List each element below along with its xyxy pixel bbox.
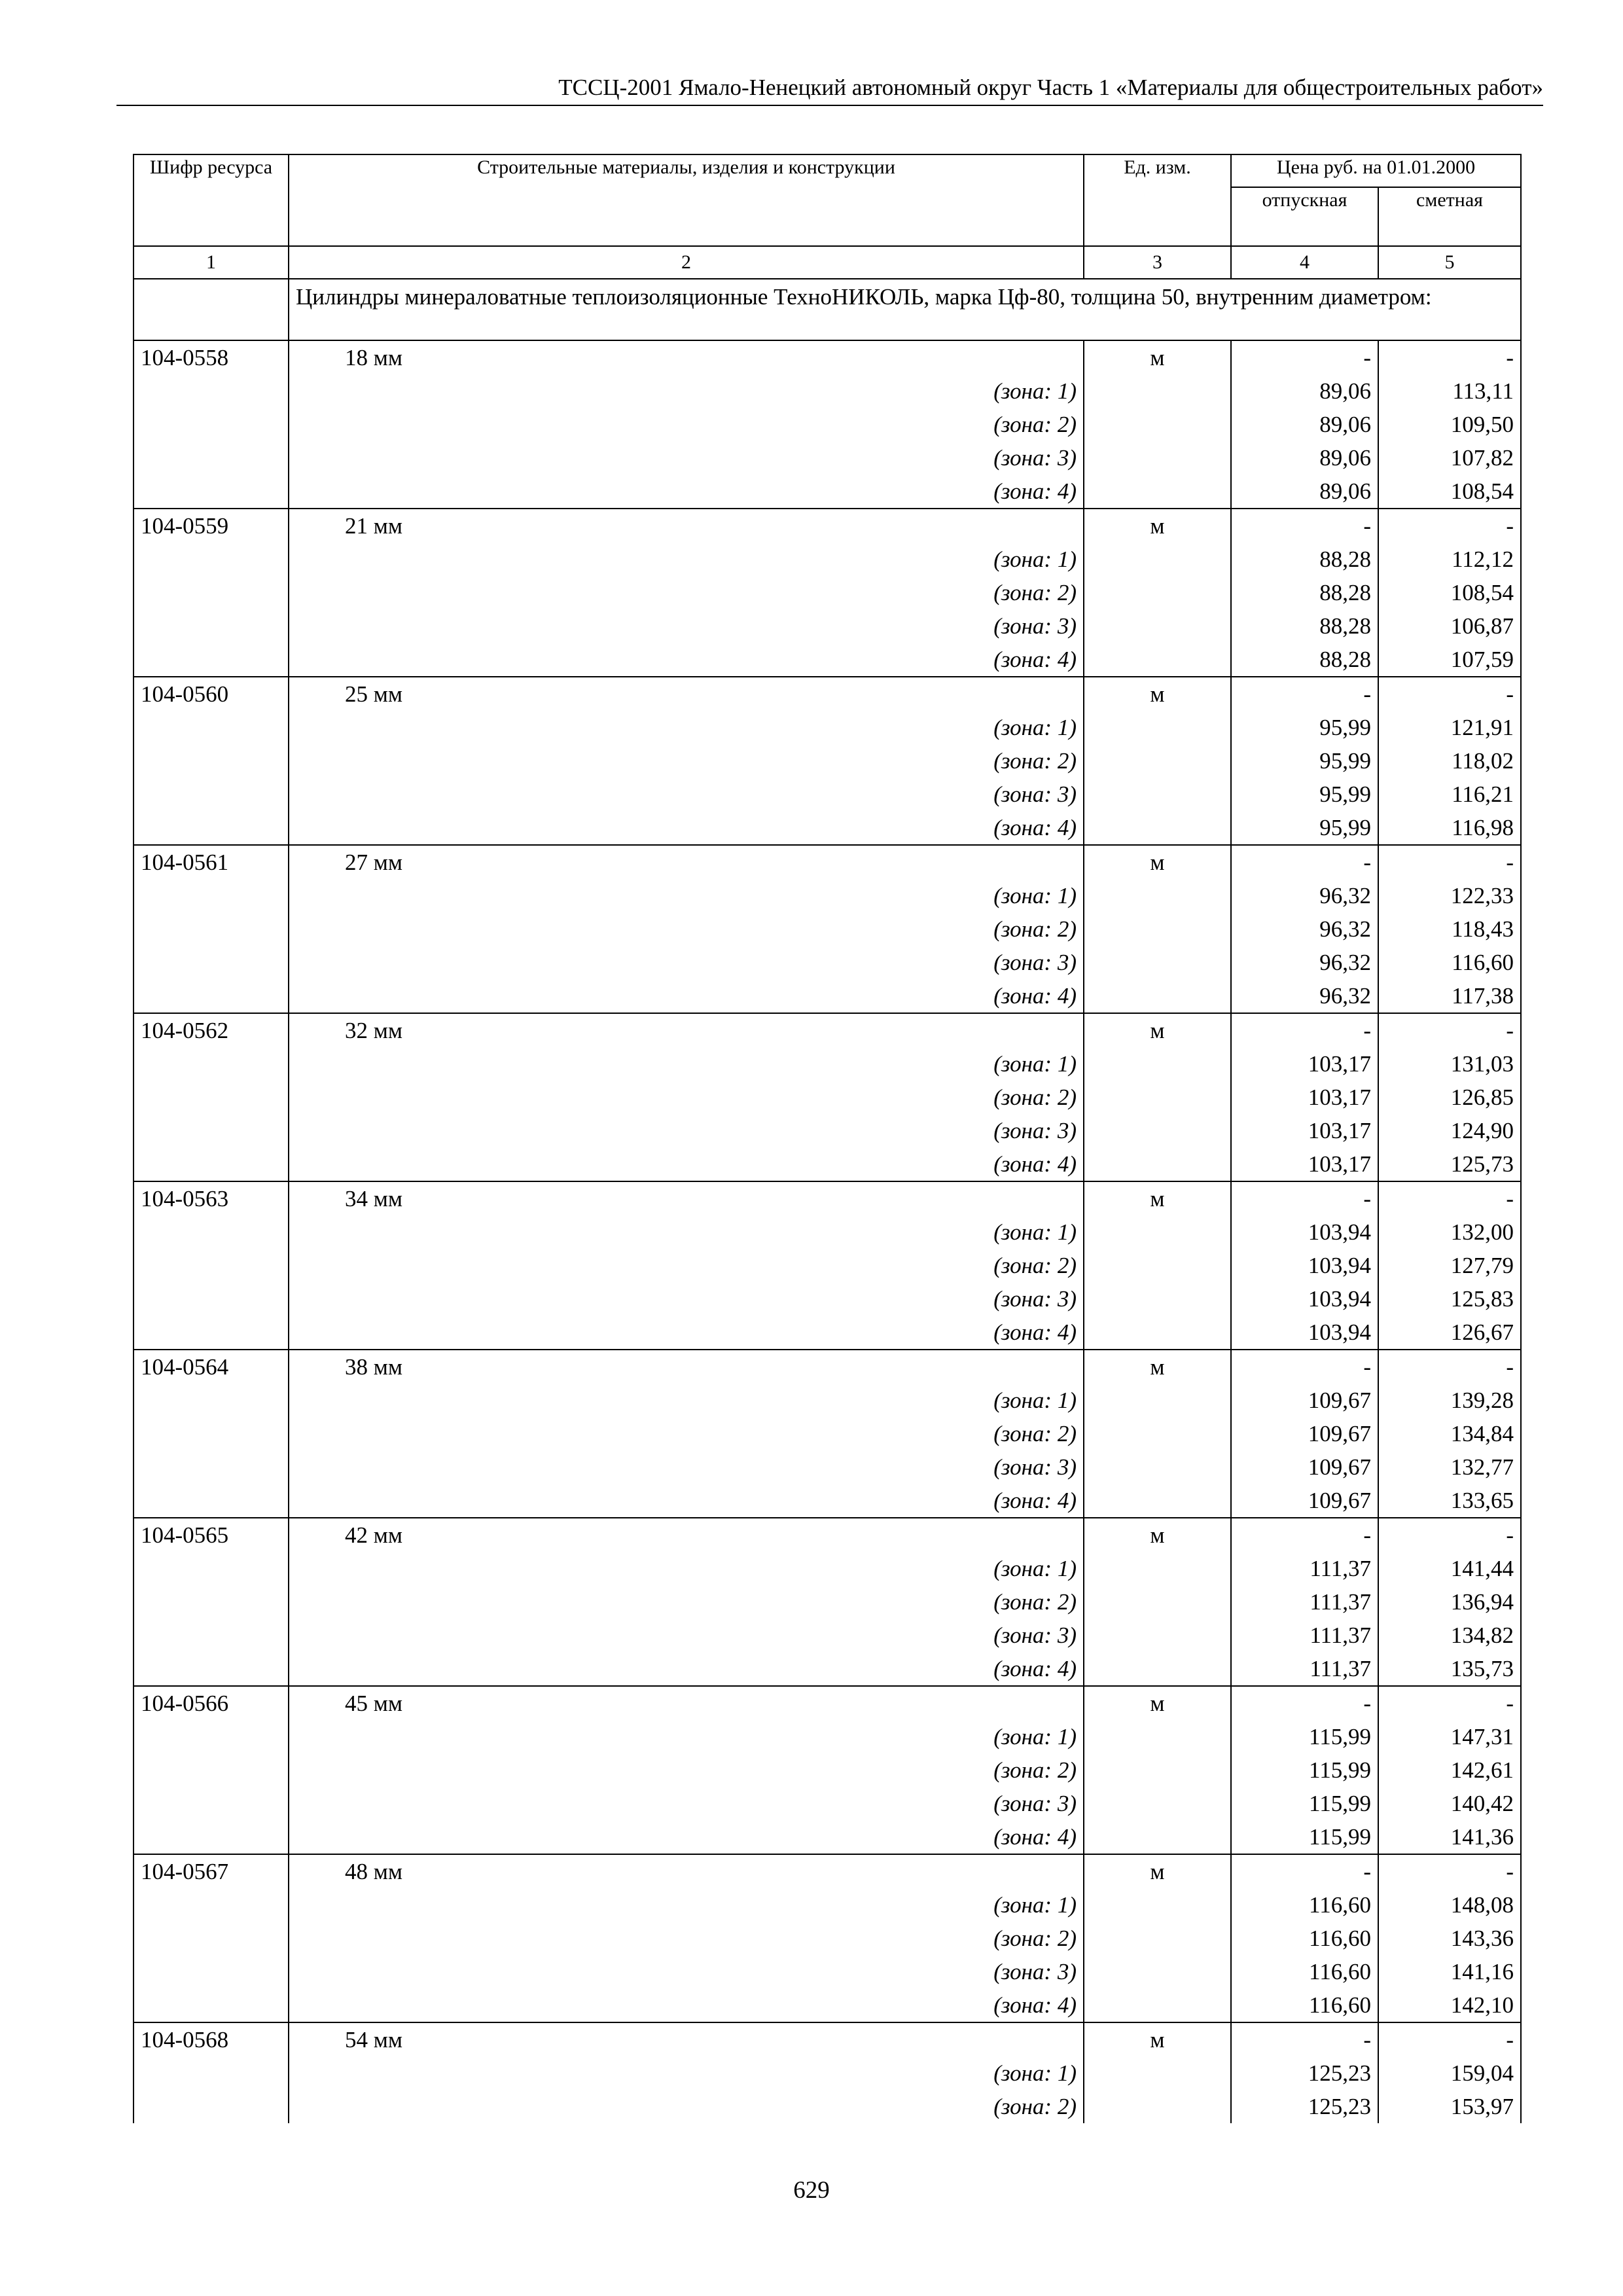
header-rule — [116, 105, 1543, 106]
col-header-price-group: Цена руб. на 01.01.2000 — [1231, 154, 1521, 187]
zone-row — [134, 1888, 1521, 1922]
zone-label: (зона: 2) — [289, 1249, 1084, 1282]
zone-row — [134, 1484, 1521, 1518]
section-title: Цилиндры минераловатные теплоизоляционные ТехноНИКОЛЬ, марка Цф-80, толщина 50, внутренним диаметром: — [289, 279, 1521, 340]
zone-label: (зона: 2) — [289, 912, 1084, 946]
estimate-price: 159,04 — [1378, 2056, 1521, 2090]
zone-label: (зона: 4) — [289, 1820, 1084, 1854]
release-price: 111,37 — [1231, 1552, 1378, 1585]
estimate-price: 109,50 — [1378, 408, 1521, 441]
estimate-price: 148,08 — [1378, 1888, 1521, 1922]
unit: м — [1084, 845, 1231, 879]
unit: м — [1084, 340, 1231, 374]
release-price: - — [1231, 2022, 1378, 2056]
col-header-price-estimate: сметная — [1378, 187, 1521, 246]
resource-code: 104-0562 — [134, 1013, 289, 1047]
release-price: - — [1231, 1181, 1378, 1215]
estimate-price: 112,12 — [1378, 543, 1521, 576]
zone-label: (зона: 2) — [289, 576, 1084, 609]
release-price: 103,17 — [1231, 1147, 1378, 1181]
estimate-price: 132,00 — [1378, 1215, 1521, 1249]
estimate-price: 121,91 — [1378, 711, 1521, 744]
zone-row — [134, 946, 1521, 979]
column-number: 3 — [1084, 246, 1231, 279]
zone-row — [134, 1922, 1521, 1955]
estimate-price: 122,33 — [1378, 879, 1521, 912]
zone-row — [134, 1585, 1521, 1619]
zone-row — [134, 1147, 1521, 1181]
material-name: 32 мм — [345, 1018, 403, 1043]
material-name-cell — [289, 1181, 1084, 1215]
zone-row — [134, 643, 1521, 677]
zone-label: (зона: 1) — [289, 1720, 1084, 1753]
material-name: 54 мм — [345, 2027, 403, 2053]
material-name-cell — [289, 340, 1084, 374]
release-price: - — [1231, 1350, 1378, 1384]
release-price: 115,99 — [1231, 1753, 1378, 1787]
unit: м — [1084, 1854, 1231, 1888]
zone-row — [134, 1316, 1521, 1350]
zone-row — [134, 408, 1521, 441]
col-header-unit: Ед. изм. — [1084, 154, 1231, 246]
resource-code: 104-0567 — [134, 1854, 289, 1888]
column-number: 1 — [134, 246, 289, 279]
zone-label: (зона: 4) — [289, 1652, 1084, 1686]
estimate-price: - — [1378, 2022, 1521, 2056]
table-row — [134, 2022, 1521, 2056]
estimate-price: - — [1378, 845, 1521, 879]
material-name-cell — [289, 1350, 1084, 1384]
estimate-price: 134,82 — [1378, 1619, 1521, 1652]
estimate-price: 134,84 — [1378, 1417, 1521, 1450]
resource-code: 104-0563 — [134, 1181, 289, 1215]
zone-label: (зона: 1) — [289, 1384, 1084, 1417]
release-price: - — [1231, 677, 1378, 711]
release-price: - — [1231, 1854, 1378, 1888]
zone-row — [134, 1720, 1521, 1753]
release-price: 125,23 — [1231, 2090, 1378, 2123]
release-price: 89,06 — [1231, 475, 1378, 509]
running-header: ТССЦ-2001 Ямало-Ненецкий автономный округ Часть 1 «Материалы для общестроительных работ» — [558, 75, 1543, 100]
material-name: 34 мм — [345, 1186, 403, 1211]
material-name: 21 мм — [345, 513, 403, 539]
unit: м — [1084, 1181, 1231, 1215]
estimate-price: 106,87 — [1378, 609, 1521, 643]
zone-label: (зона: 2) — [289, 1417, 1084, 1450]
zone-label: (зона: 4) — [289, 1484, 1084, 1518]
release-price: 89,06 — [1231, 408, 1378, 441]
zone-label: (зона: 1) — [289, 1047, 1084, 1081]
zone-row — [134, 441, 1521, 475]
material-name-cell — [289, 2022, 1084, 2056]
estimate-price: 118,43 — [1378, 912, 1521, 946]
zone-label: (зона: 2) — [289, 1753, 1084, 1787]
release-price: 103,17 — [1231, 1081, 1378, 1114]
zone-label: (зона: 1) — [289, 2056, 1084, 2090]
estimate-price: - — [1378, 1686, 1521, 1720]
table-row — [134, 845, 1521, 879]
column-number: 4 — [1231, 246, 1378, 279]
estimate-price: 142,10 — [1378, 1988, 1521, 2022]
release-price: 96,32 — [1231, 979, 1378, 1013]
table-row — [134, 1854, 1521, 1888]
zone-row — [134, 1619, 1521, 1652]
release-price: 89,06 — [1231, 441, 1378, 475]
unit: м — [1084, 1518, 1231, 1552]
zone-label: (зона: 1) — [289, 543, 1084, 576]
release-price: 116,60 — [1231, 1922, 1378, 1955]
estimate-price: 116,98 — [1378, 811, 1521, 845]
zone-label: (зона: 3) — [289, 946, 1084, 979]
release-price: 116,60 — [1231, 1888, 1378, 1922]
estimate-price: 141,44 — [1378, 1552, 1521, 1585]
resource-code: 104-0558 — [134, 340, 289, 374]
release-price: 116,60 — [1231, 1955, 1378, 1988]
estimate-price: 126,85 — [1378, 1081, 1521, 1114]
release-price: 88,28 — [1231, 643, 1378, 677]
estimate-price: - — [1378, 340, 1521, 374]
release-price: 109,67 — [1231, 1384, 1378, 1417]
unit: м — [1084, 2022, 1231, 2056]
estimate-price: - — [1378, 1181, 1521, 1215]
zone-label: (зона: 3) — [289, 1619, 1084, 1652]
zone-row — [134, 475, 1521, 509]
zone-label: (зона: 3) — [289, 1282, 1084, 1316]
estimate-price: 126,67 — [1378, 1316, 1521, 1350]
zone-row — [134, 811, 1521, 845]
column-number: 5 — [1378, 246, 1521, 279]
zone-row — [134, 1282, 1521, 1316]
estimate-price: - — [1378, 1350, 1521, 1384]
release-price: 116,60 — [1231, 1988, 1378, 2022]
release-price: 103,94 — [1231, 1282, 1378, 1316]
unit: м — [1084, 1686, 1231, 1720]
release-price: 103,94 — [1231, 1215, 1378, 1249]
estimate-price: 124,90 — [1378, 1114, 1521, 1147]
zone-label: (зона: 1) — [289, 1888, 1084, 1922]
release-price: 88,28 — [1231, 609, 1378, 643]
zone-label: (зона: 4) — [289, 1147, 1084, 1181]
zone-label: (зона: 4) — [289, 475, 1084, 509]
release-price: 109,67 — [1231, 1417, 1378, 1450]
table-row — [134, 1013, 1521, 1047]
zone-row — [134, 744, 1521, 778]
release-price: 109,67 — [1231, 1450, 1378, 1484]
zone-row — [134, 1552, 1521, 1585]
estimate-price: 141,36 — [1378, 1820, 1521, 1854]
estimate-price: 108,54 — [1378, 475, 1521, 509]
table-row — [134, 1518, 1521, 1552]
column-number: 2 — [289, 246, 1084, 279]
unit: м — [1084, 1350, 1231, 1384]
zone-row — [134, 912, 1521, 946]
estimate-price: - — [1378, 1518, 1521, 1552]
estimate-price: 132,77 — [1378, 1450, 1521, 1484]
estimate-price: 116,60 — [1378, 946, 1521, 979]
section-title-row — [134, 279, 1521, 340]
release-price: 103,94 — [1231, 1316, 1378, 1350]
zone-label: (зона: 3) — [289, 1114, 1084, 1147]
zone-label: (зона: 2) — [289, 1922, 1084, 1955]
zone-row — [134, 879, 1521, 912]
release-price: 115,99 — [1231, 1820, 1378, 1854]
material-name-cell — [289, 1518, 1084, 1552]
material-name: 45 мм — [345, 1691, 403, 1716]
zone-row — [134, 1417, 1521, 1450]
zone-row — [134, 1047, 1521, 1081]
table-header — [134, 154, 1521, 279]
estimate-price: 135,73 — [1378, 1652, 1521, 1686]
zone-label: (зона: 3) — [289, 441, 1084, 475]
table-row — [134, 677, 1521, 711]
zone-label: (зона: 3) — [289, 609, 1084, 643]
estimate-price: 141,16 — [1378, 1955, 1521, 1988]
price-table — [133, 154, 1522, 2123]
zone-row — [134, 1652, 1521, 1686]
estimate-price: 127,79 — [1378, 1249, 1521, 1282]
zone-row — [134, 1955, 1521, 1988]
zone-label: (зона: 1) — [289, 711, 1084, 744]
estimate-price: 118,02 — [1378, 744, 1521, 778]
release-price: 111,37 — [1231, 1619, 1378, 1652]
zone-row — [134, 1820, 1521, 1854]
col-header-name: Строительные материалы, изделия и конструкции — [289, 154, 1084, 246]
unit: м — [1084, 1013, 1231, 1047]
resource-code: 104-0565 — [134, 1518, 289, 1552]
material-name: 27 мм — [345, 850, 403, 875]
zone-row — [134, 1450, 1521, 1484]
release-price: 96,32 — [1231, 879, 1378, 912]
release-price: 103,17 — [1231, 1047, 1378, 1081]
page-number: 629 — [793, 2177, 830, 2204]
table-row — [134, 340, 1521, 374]
release-price: 103,17 — [1231, 1114, 1378, 1147]
estimate-price: 147,31 — [1378, 1720, 1521, 1753]
zone-label: (зона: 1) — [289, 1552, 1084, 1585]
release-price: 96,32 — [1231, 912, 1378, 946]
material-name-cell — [289, 509, 1084, 543]
zone-row — [134, 1249, 1521, 1282]
estimate-price: 139,28 — [1378, 1384, 1521, 1417]
release-price: 95,99 — [1231, 811, 1378, 845]
table-row — [134, 509, 1521, 543]
zone-label: (зона: 2) — [289, 744, 1084, 778]
zone-row — [134, 576, 1521, 609]
resource-code: 104-0566 — [134, 1686, 289, 1720]
estimate-price: 133,65 — [1378, 1484, 1521, 1518]
zone-label: (зона: 2) — [289, 1585, 1084, 1619]
release-price: 95,99 — [1231, 711, 1378, 744]
material-name: 48 мм — [345, 1859, 403, 1884]
zone-row — [134, 1081, 1521, 1114]
material-name: 38 мм — [345, 1354, 403, 1380]
zone-label: (зона: 1) — [289, 1215, 1084, 1249]
resource-code: 104-0568 — [134, 2022, 289, 2056]
estimate-price: 125,83 — [1378, 1282, 1521, 1316]
zone-row — [134, 1787, 1521, 1820]
column-number-row — [134, 246, 1521, 279]
release-price: 111,37 — [1231, 1652, 1378, 1686]
zone-row — [134, 1988, 1521, 2022]
release-price: 103,94 — [1231, 1249, 1378, 1282]
zone-label: (зона: 4) — [289, 811, 1084, 845]
unit: м — [1084, 677, 1231, 711]
release-price: - — [1231, 509, 1378, 543]
release-price: 125,23 — [1231, 2056, 1378, 2090]
estimate-price: - — [1378, 1013, 1521, 1047]
zone-row — [134, 374, 1521, 408]
estimate-price: 107,82 — [1378, 441, 1521, 475]
col-header-code: Шифр ресурса — [134, 154, 289, 246]
estimate-price: 108,54 — [1378, 576, 1521, 609]
release-price: 95,99 — [1231, 778, 1378, 811]
table-row — [134, 1350, 1521, 1384]
table-row — [134, 1181, 1521, 1215]
estimate-price: 116,21 — [1378, 778, 1521, 811]
zone-label: (зона: 3) — [289, 1787, 1084, 1820]
material-name-cell — [289, 677, 1084, 711]
estimate-price: 142,61 — [1378, 1753, 1521, 1787]
zone-label: (зона: 4) — [289, 643, 1084, 677]
release-price: 109,67 — [1231, 1484, 1378, 1518]
zone-row — [134, 1384, 1521, 1417]
zone-row — [134, 1114, 1521, 1147]
zone-row — [134, 711, 1521, 744]
zone-label: (зона: 2) — [289, 1081, 1084, 1114]
estimate-price: 125,73 — [1378, 1147, 1521, 1181]
material-name-cell — [289, 1013, 1084, 1047]
estimate-price: 131,03 — [1378, 1047, 1521, 1081]
estimate-price: - — [1378, 677, 1521, 711]
zone-label: (зона: 4) — [289, 1316, 1084, 1350]
estimate-price: 117,38 — [1378, 979, 1521, 1013]
material-name: 42 мм — [345, 1522, 403, 1548]
material-name-cell — [289, 845, 1084, 879]
zone-label: (зона: 4) — [289, 1988, 1084, 2022]
table-body — [134, 279, 1521, 2123]
zone-label: (зона: 2) — [289, 408, 1084, 441]
zone-label: (зона: 1) — [289, 374, 1084, 408]
release-price: 88,28 — [1231, 576, 1378, 609]
release-price: - — [1231, 340, 1378, 374]
estimate-price: 107,59 — [1378, 643, 1521, 677]
resource-code: 104-0564 — [134, 1350, 289, 1384]
zone-label: (зона: 4) — [289, 979, 1084, 1013]
release-price: - — [1231, 1686, 1378, 1720]
zone-row — [134, 1753, 1521, 1787]
release-price: - — [1231, 1013, 1378, 1047]
material-name-cell — [289, 1854, 1084, 1888]
resource-code: 104-0560 — [134, 677, 289, 711]
release-price: 88,28 — [1231, 543, 1378, 576]
zone-row — [134, 2090, 1521, 2123]
estimate-price: 113,11 — [1378, 374, 1521, 408]
zone-row — [134, 1215, 1521, 1249]
zone-label: (зона: 2) — [289, 2090, 1084, 2123]
estimate-price: - — [1378, 1854, 1521, 1888]
release-price: 115,99 — [1231, 1720, 1378, 1753]
material-name-cell — [289, 1686, 1084, 1720]
zone-row — [134, 543, 1521, 576]
material-name: 18 мм — [345, 345, 403, 370]
release-price: - — [1231, 845, 1378, 879]
release-price: 96,32 — [1231, 946, 1378, 979]
zone-row — [134, 2056, 1521, 2090]
release-price: 95,99 — [1231, 744, 1378, 778]
release-price: 115,99 — [1231, 1787, 1378, 1820]
estimate-price: 140,42 — [1378, 1787, 1521, 1820]
zone-row — [134, 979, 1521, 1013]
release-price: 111,37 — [1231, 1585, 1378, 1619]
zone-label: (зона: 3) — [289, 1450, 1084, 1484]
zone-row — [134, 609, 1521, 643]
zone-label: (зона: 1) — [289, 879, 1084, 912]
estimate-price: 143,36 — [1378, 1922, 1521, 1955]
estimate-price: - — [1378, 509, 1521, 543]
resource-code: 104-0559 — [134, 509, 289, 543]
resource-code: 104-0561 — [134, 845, 289, 879]
release-price: - — [1231, 1518, 1378, 1552]
zone-label: (зона: 3) — [289, 1955, 1084, 1988]
col-header-price-release: отпускная — [1231, 187, 1378, 246]
table-row — [134, 1686, 1521, 1720]
estimate-price: 136,94 — [1378, 1585, 1521, 1619]
zone-row — [134, 778, 1521, 811]
material-name: 25 мм — [345, 681, 403, 707]
release-price: 89,06 — [1231, 374, 1378, 408]
unit: м — [1084, 509, 1231, 543]
zone-label: (зона: 3) — [289, 778, 1084, 811]
estimate-price: 153,97 — [1378, 2090, 1521, 2123]
